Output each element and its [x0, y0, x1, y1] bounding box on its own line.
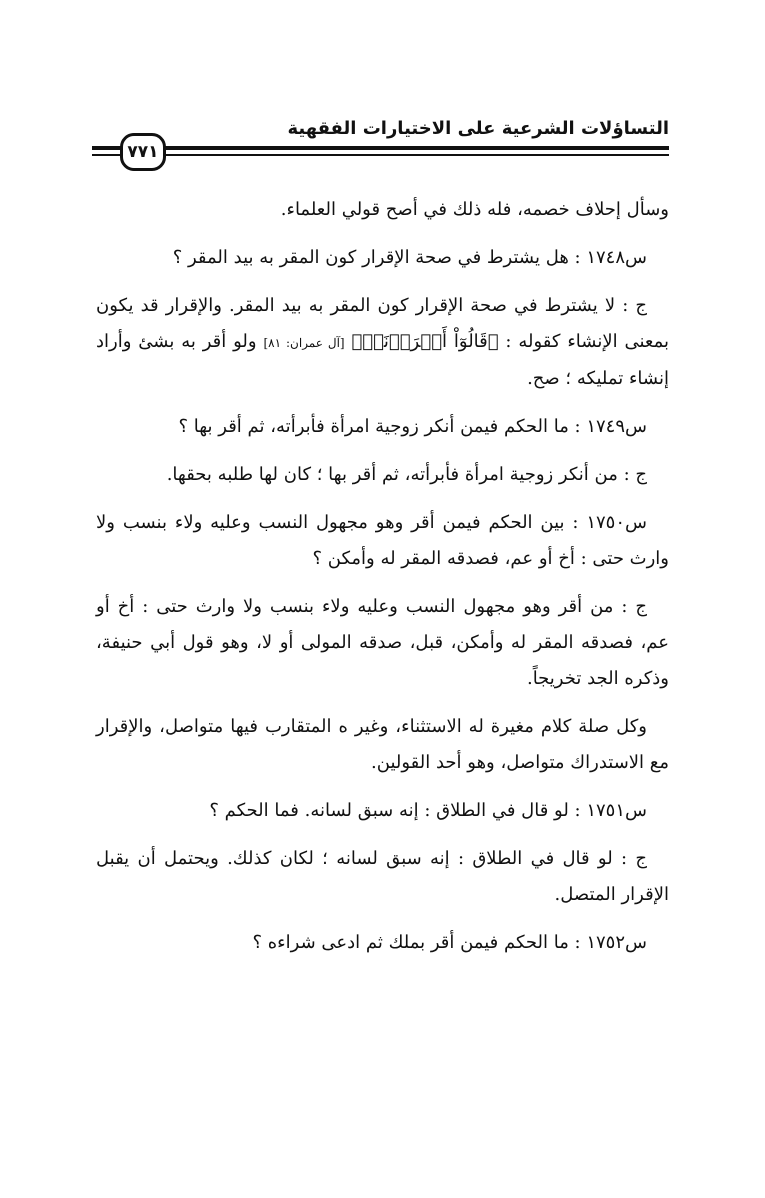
question-1749: س١٧٤٩ : ما الحكم فيمن أنكر زوجية امرأة فأبرأته، ثم أقر بها ؟	[178, 416, 647, 437]
page-number: ٧٧١	[127, 142, 159, 162]
question-1748: س١٧٤٨ : هل يشترط في صحة الإقرار كون المقر به بيد المقر ؟	[172, 247, 647, 268]
page-number-frame	[120, 133, 166, 171]
quran-citation: [آل عمران: ٨١]	[263, 336, 345, 350]
answer-1748	[96, 288, 669, 397]
question-1751: س١٧٥١ : لو قال في الطلاق : إنه سبق لسانه. فما الحكم ؟	[209, 800, 647, 821]
header-rule-thick	[92, 146, 669, 150]
question-1752: س١٧٥٢ : ما الحكم فيمن أقر بملك ثم ادعى شراءه ؟	[252, 932, 647, 953]
page-body	[96, 192, 669, 973]
paragraph-istithna: وكل صلة كلام مغيرة له الاستثناء، وغير ه المتقارب فيها متواصل، والإقرار مع الاستدراك متواصل، وهو أحد القولين.	[96, 716, 669, 773]
paragraph-continuation: وسأل إحلاف خصمه، فله ذلك في أصح قولي العلماء.	[280, 199, 669, 220]
answer-1750: ج : من أقر وهو مجهول النسب وعليه ولاء بنسب ولا وارث حتى : أخ أو عم، فصدقه المقر له وأمكن، قبل، صدقه المولى أو لا، وهو قول أبي حنيفة، وذكره الجد تخريجاً.	[96, 596, 669, 689]
page-header	[92, 116, 669, 176]
answer-1748-text: ج : لا يشترط في صحة الإقرار كون المقر به بيد المقر. والإقرار قد يكون بمعنى الإنشاء كقوله : ﴿قَالُوٓاْ أَقۡرَرۡنَاۚ﴾	[96, 295, 670, 352]
answer-1751: ج : لو قال في الطلاق : إنه سبق لسانه ؛ لكان كذلك. ويحتمل أن يقبل الإقرار المتصل.	[96, 848, 669, 905]
header-rule-thin	[92, 154, 669, 156]
answer-1749: ج : من أنكر زوجية امرأة فأبرأته، ثم أقر بها ؛ كان لها طلبه بحقها.	[166, 464, 647, 485]
question-1750: س١٧٥٠ : بين الحكم فيمن أقر وهو مجهول النسب وعليه ولاء بنسب ولا وارث حتى : أخ أو عم، فصدقه المقر له وأمكن ؟	[96, 512, 669, 569]
answer-1748-tail: ولو أقر به بشئ وأراد إنشاء تمليكه ؛ صح.	[96, 331, 669, 389]
running-title: التساؤلات الشرعية على الاختيارات الفقهية	[287, 118, 669, 139]
